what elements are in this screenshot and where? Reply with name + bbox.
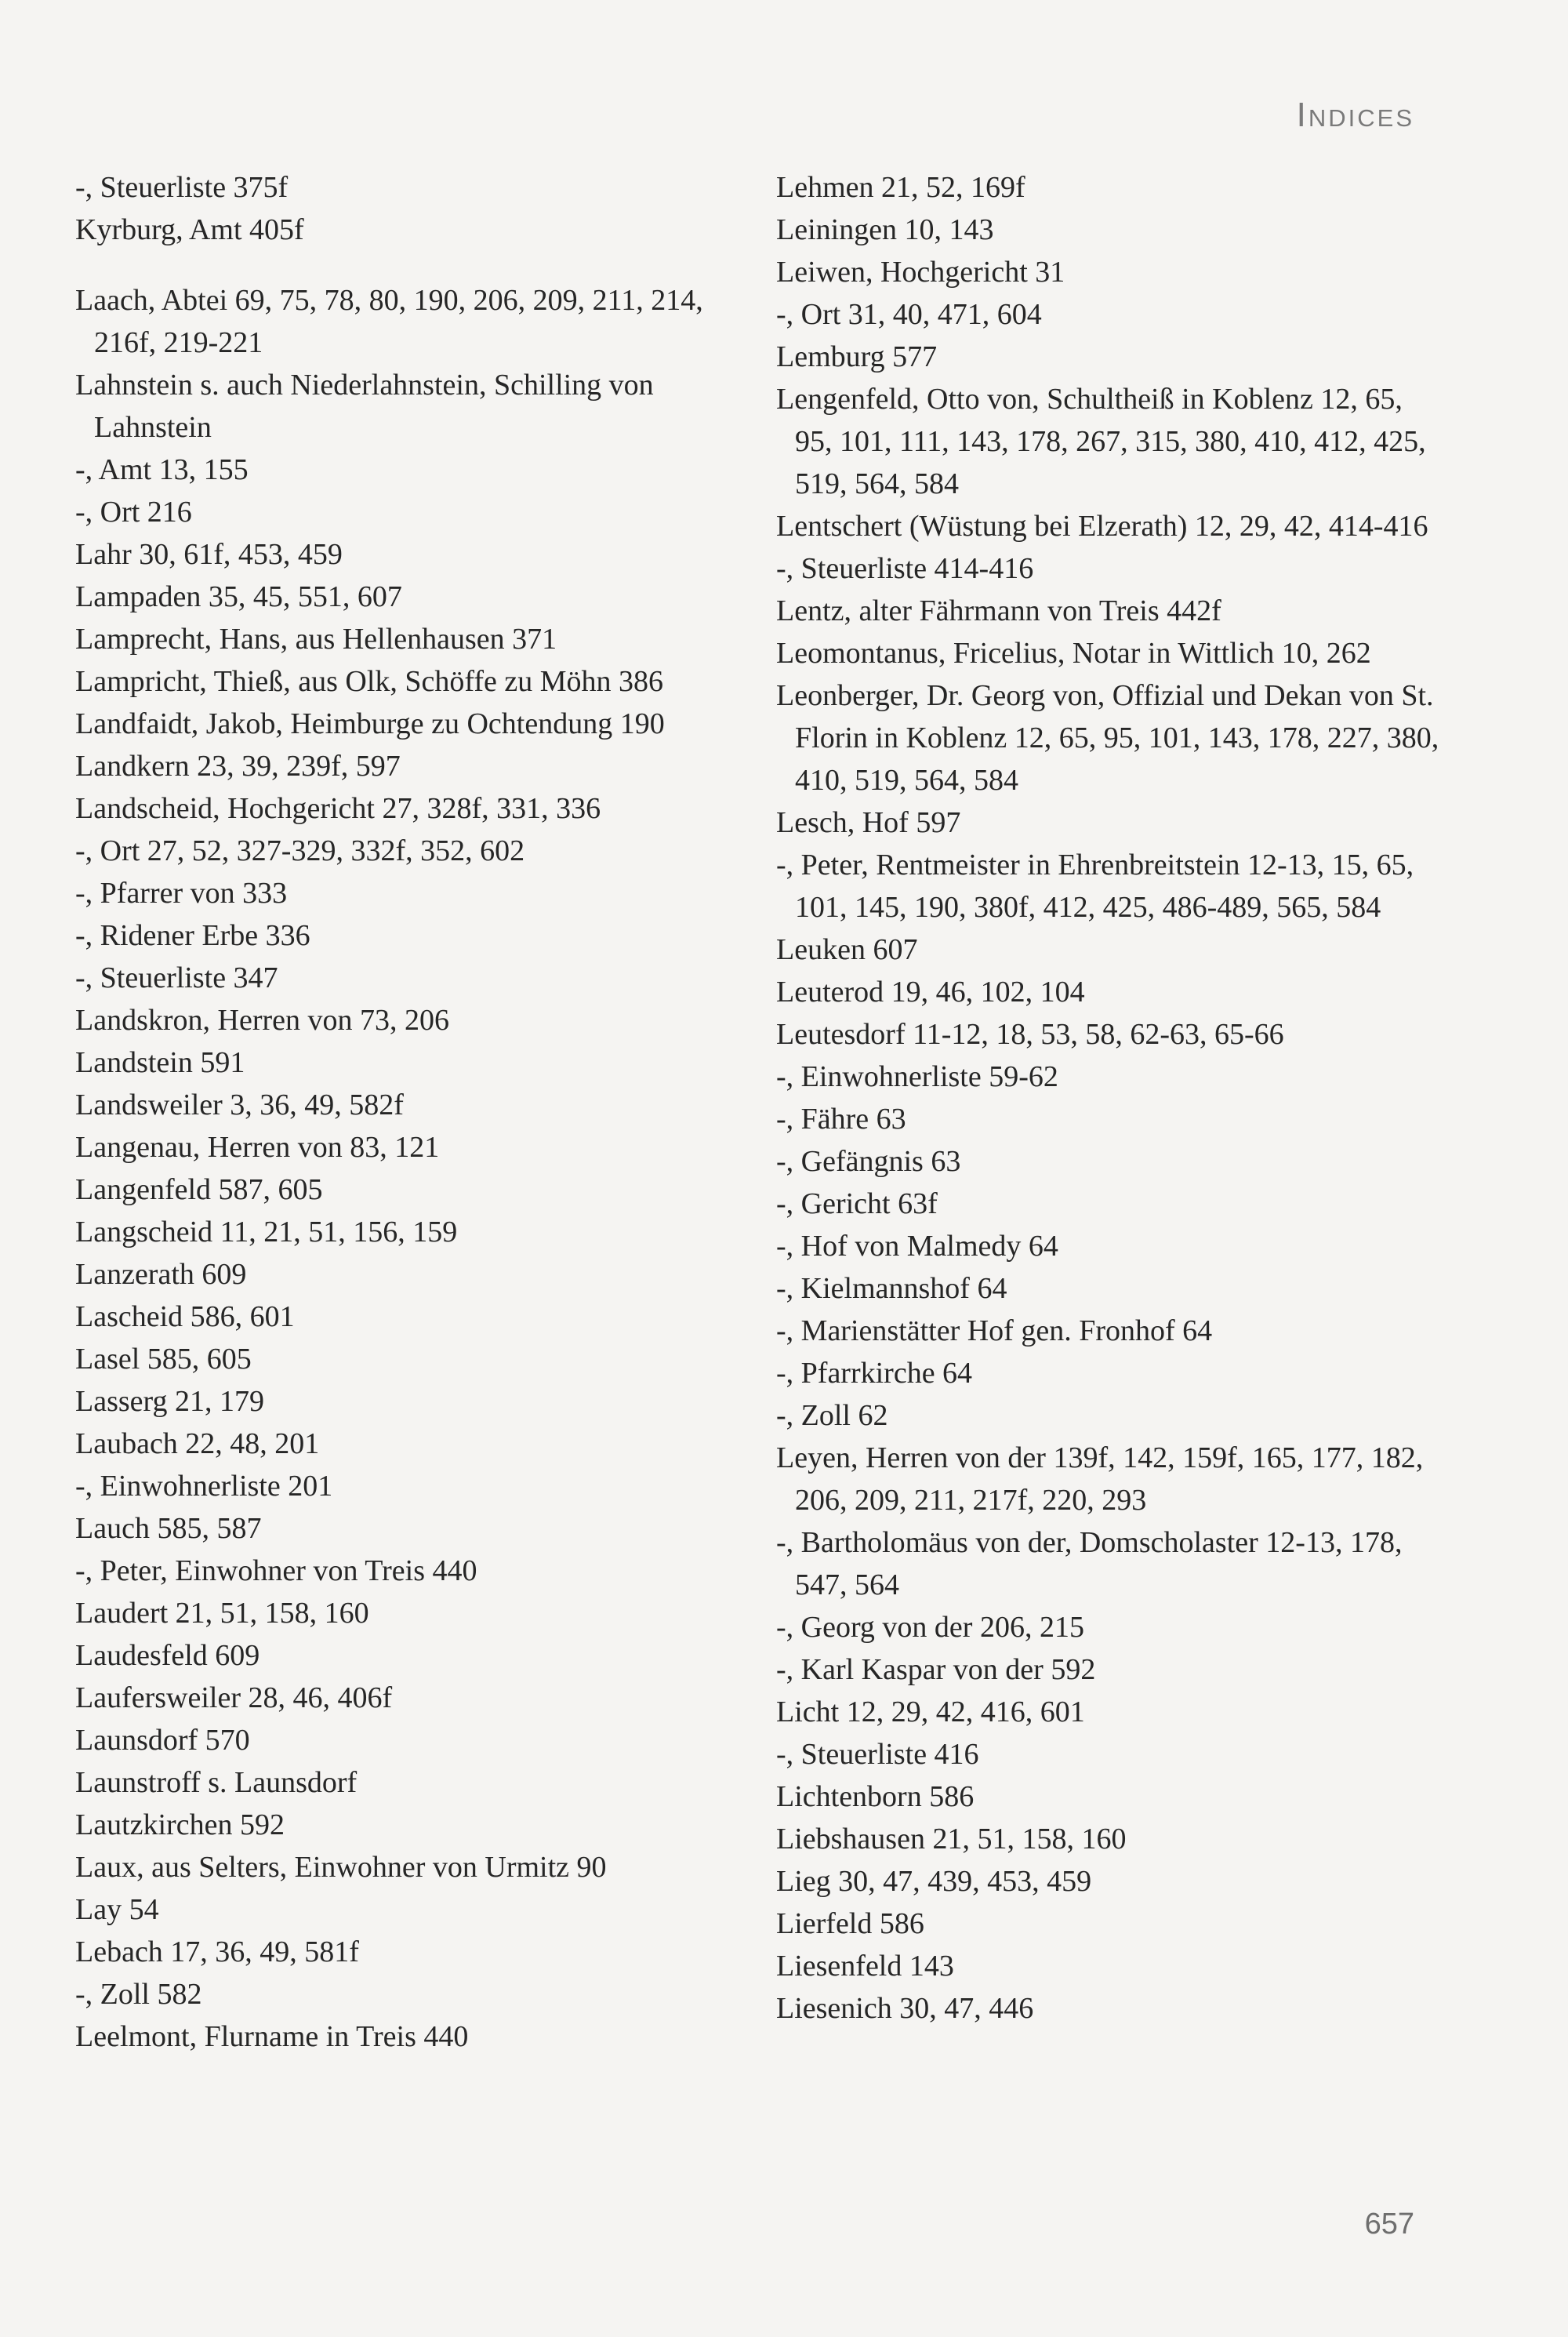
index-entry: -, Einwohnerliste 201 [75, 1470, 333, 1503]
index-entry: -, Pfarrer von 333 [75, 877, 288, 910]
index-entry: Leiningen 10, 143 [776, 213, 994, 246]
index-entry: Lasserg 21, 179 [75, 1385, 264, 1418]
index-entry: -, Zoll 582 [75, 1978, 202, 2011]
index-entry: Leutesdorf 11-12, 18, 53, 58, 62-63, 65-66 [776, 1018, 1284, 1051]
index-entry: Liebshausen 21, 51, 158, 160 [776, 1823, 1127, 1855]
index-entry: Laach, Abtei 69, 75, 78, 80, 190, 206, 209, 211, 214, 216f, 219-221 [75, 284, 703, 359]
index-entry: Leonberger, Dr. Georg von, Offizial und Dekan von St. Florin in Koblenz 12, 65, 95, 101, 143, 178, 227, 380, 410, 519, 564, 584 [776, 679, 1439, 797]
index-entry: Lautzkirchen 592 [75, 1808, 285, 1841]
index-entry: -, Bartholomäus von der, Domscholaster 12-13, 178, 547, 564 [776, 1526, 1403, 1601]
index-entry: Laudert 21, 51, 158, 160 [75, 1597, 369, 1630]
index-entry: Langenau, Herren von 83, 121 [75, 1131, 440, 1164]
index-entry: Landscheid, Hochgericht 27, 328f, 331, 336 [75, 792, 601, 825]
index-entry: -, Einwohnerliste 59-62 [776, 1060, 1058, 1093]
index-entry: -, Pfarrkirche 64 [776, 1357, 973, 1390]
index-entry: -, Ort 31, 40, 471, 604 [776, 298, 1042, 331]
index-entry: Kyrburg, Amt 405f [75, 213, 304, 246]
index-entry: Leuken 607 [776, 933, 918, 966]
index-entry: Lengenfeld, Otto von, Schultheiß in Koblenz 12, 65, 95, 101, 111, 143, 178, 267, 315, 380, 410, 412, 425, 519, 564, 584 [776, 383, 1426, 500]
index-entry: Laufersweiler 28, 46, 406f [75, 1681, 393, 1714]
index-entry: Lasel 585, 605 [75, 1343, 252, 1376]
index-entry: Leuterod 19, 46, 102, 104 [776, 976, 1085, 1009]
index-entry: Launsdorf 570 [75, 1724, 250, 1757]
index-entry: Lauch 585, 587 [75, 1512, 262, 1545]
index-entry: -, Steuerliste 347 [75, 961, 278, 994]
index-entry: Langscheid 11, 21, 51, 156, 159 [75, 1216, 458, 1248]
index-entry: Leelmont, Flurname in Treis 440 [75, 2020, 469, 2053]
index-entry: -, Amt 13, 155 [75, 453, 249, 486]
index-entry: Landkern 23, 39, 239f, 597 [75, 750, 401, 783]
index-entry: Lentschert (Wüstung bei Elzerath) 12, 29, 42, 414-416 [776, 510, 1428, 543]
index-entry: -, Steuerliste 416 [776, 1738, 979, 1771]
index-entry: Lay 54 [75, 1893, 159, 1926]
index-entry: Lesch, Hof 597 [776, 806, 961, 839]
index-entry: Landfaidt, Jakob, Heimburge zu Ochtendung 190 [75, 707, 665, 740]
index-entry: Liesenfeld 143 [776, 1950, 954, 1983]
index-entry: Lieg 30, 47, 439, 453, 459 [776, 1865, 1092, 1898]
index-entry: Lemburg 577 [776, 340, 938, 373]
index-entry: -, Georg von der 206, 215 [776, 1611, 1084, 1644]
index-entry: Laubach 22, 48, 201 [75, 1427, 320, 1460]
index-entry: -, Marienstätter Hof gen. Fronhof 64 [776, 1314, 1213, 1347]
index-entry: Lahnstein s. auch Niederlahnstein, Schilling von Lahnstein [75, 369, 654, 444]
index-entry: Lanzerath 609 [75, 1258, 247, 1291]
index-entry: Laudesfeld 609 [75, 1639, 260, 1672]
index-entry: Lamprecht, Hans, aus Hellenhausen 371 [75, 623, 557, 656]
running-header: Indices [1296, 96, 1414, 134]
index-entry: Leyen, Herren von der 139f, 142, 159f, 165, 177, 182, 206, 209, 211, 217f, 220, 293 [776, 1441, 1424, 1517]
index-entry: Lampaden 35, 45, 551, 607 [75, 580, 402, 613]
index-entry: Landstein 591 [75, 1046, 245, 1079]
index-entry: -, Ridener Erbe 336 [75, 919, 310, 952]
index-entry: Leiwen, Hochgericht 31 [776, 256, 1065, 289]
index-entry: Lahr 30, 61f, 453, 459 [75, 538, 343, 571]
index-entry: -, Steuerliste 375f [75, 171, 289, 204]
index-entry: -, Zoll 62 [776, 1399, 888, 1432]
index-entry: -, Fähre 63 [776, 1103, 906, 1136]
index-entry: -, Ort 27, 52, 327-329, 332f, 352, 602 [75, 834, 525, 867]
index-entry: Leomontanus, Fricelius, Notar in Wittlich 10, 262 [776, 637, 1371, 670]
index-entry: -, Gericht 63f [776, 1187, 938, 1220]
index-entry: Laux, aus Selters, Einwohner von Urmitz 90 [75, 1851, 607, 1884]
index-entry: Launstroff s. Launsdorf [75, 1766, 358, 1799]
index-entry: Lichtenborn 586 [776, 1780, 975, 1813]
index-entry: Landskron, Herren von 73, 206 [75, 1004, 450, 1037]
index-entry: Lascheid 586, 601 [75, 1300, 295, 1333]
index-entry: -, Peter, Einwohner von Treis 440 [75, 1554, 477, 1587]
index-entry: -, Kielmannshof 64 [776, 1272, 1007, 1305]
index-column-right [776, 166, 1443, 2030]
index-entry: Liesenich 30, 47, 446 [776, 1992, 1034, 2025]
index-entry: -, Karl Kaspar von der 592 [776, 1653, 1096, 1686]
index-entry: Langenfeld 587, 605 [75, 1173, 323, 1206]
index-entry: Lierfeld 586 [776, 1907, 924, 1940]
index-entry: -, Gefängnis 63 [776, 1145, 961, 1178]
index-entry: Lampricht, Thieß, aus Olk, Schöffe zu Möhn 386 [75, 665, 664, 698]
index-column-left [75, 166, 742, 2058]
index-entry: Licht 12, 29, 42, 416, 601 [776, 1696, 1085, 1728]
index-entry: -, Hof von Malmedy 64 [776, 1230, 1058, 1263]
page-number: 657 [1364, 2208, 1414, 2241]
index-entry: -, Ort 216 [75, 496, 192, 529]
index-entry: Lentz, alter Fährmann von Treis 442f [776, 594, 1221, 627]
index-entry: -, Steuerliste 414-416 [776, 552, 1034, 585]
index-entry: Landsweiler 3, 36, 49, 582f [75, 1089, 404, 1121]
index-entry: Lehmen 21, 52, 169f [776, 171, 1025, 204]
index-entry: -, Peter, Rentmeister in Ehrenbreitstein 12-13, 15, 65, 101, 145, 190, 380f, 412, 425, 486-489, 565, 584 [776, 849, 1414, 924]
index-entry: Lebach 17, 36, 49, 581f [75, 1935, 359, 1968]
